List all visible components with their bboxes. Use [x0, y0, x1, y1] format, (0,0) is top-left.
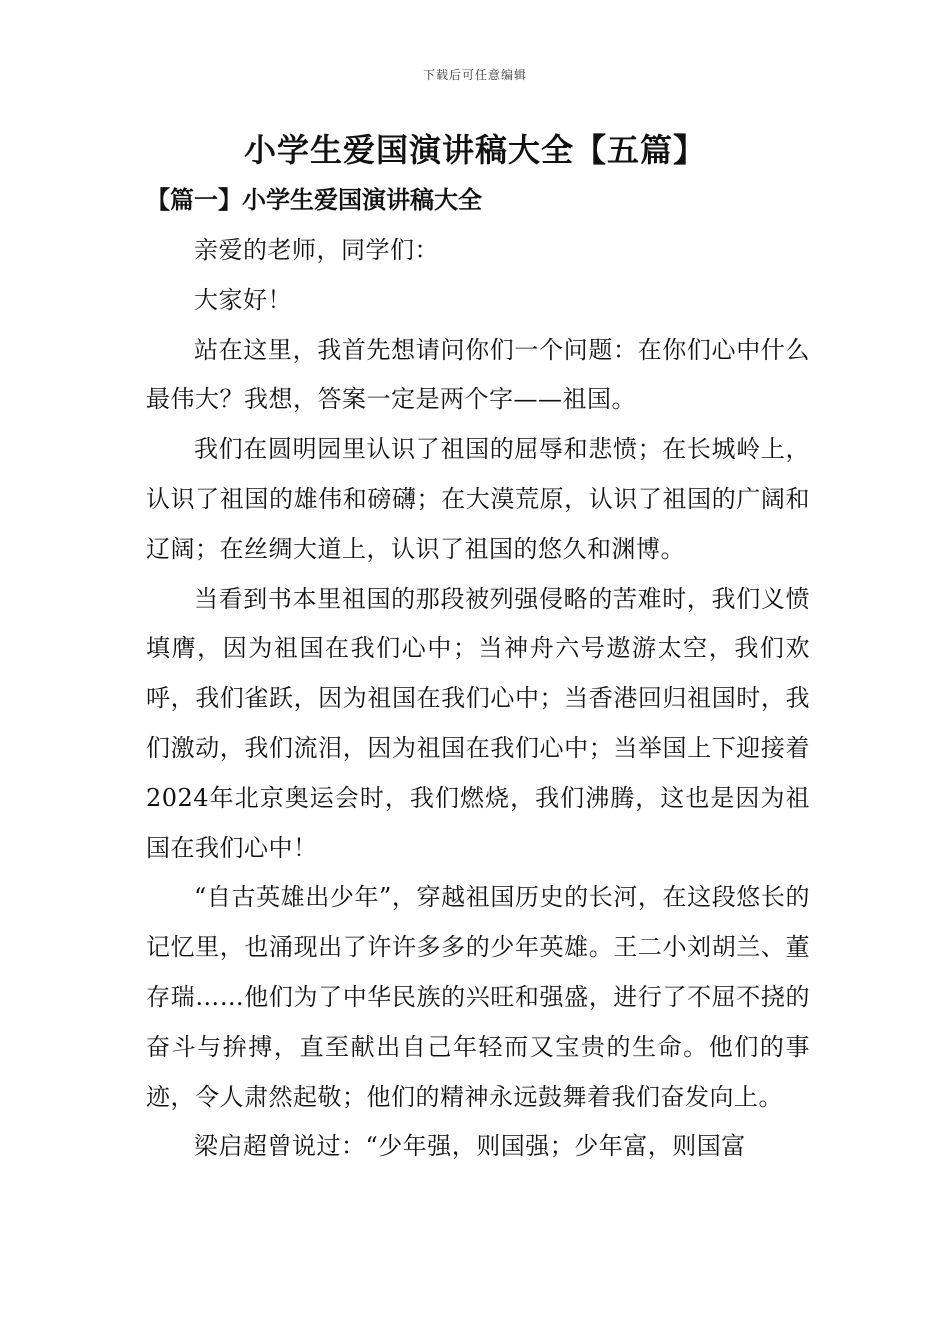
body-text [146, 226, 810, 1172]
section-heading: 【篇一】小学生爱国演讲稿大全 [146, 185, 482, 214]
body-paragraph: “自古英雄出少年”，穿越祖国历史的长河，在这段悠长的记忆里，也涌现出了许许多多的少年英雄。王二小刘胡兰、董存瑞……他们为了中华民族的兴旺和强盛，进行了不屈不挠的奋斗与拚搏，直至献出自己年轻而又宝贵的生命。他们的事迹，令人肃然起敬；他们的精神永远鼓舞着我们奋发向上。 [146, 883, 810, 1111]
header-note: 下载后可任意编辑 [422, 68, 527, 82]
body-paragraph: 我们在圆明园里认识了祖国的屈辱和悲愤；在长城岭上，认识了祖国的雄伟和磅礴；在大漠荒原，认识了祖国的广阔和辽阔；在丝绸大道上，认识了祖国的悠久和渊博。 [146, 435, 810, 563]
body-paragraph: 梁启超曾说过：“少年强，则国强；少年富，则国富 [194, 1132, 746, 1161]
document-title: 小学生爱国演讲稿大全【五篇】 [243, 131, 706, 169]
greeting-paragraph: 大家好！ [194, 285, 292, 314]
salutation-paragraph: 亲爱的老师，同学们： [194, 236, 439, 264]
body-paragraph: 当看到书本里祖国的那段被列强侵略的苦难时，我们义愤填膺，因为祖国在我们心中；当神舟六号遨游太空，我们欢呼，我们雀跃，因为祖国在我们心中；当香港回归祖国时，我们激动，我们流泪，因为祖国在我们心中；当举国上下迎接着2024年北京奥运会时，我们燃烧，我们沸腾，这也是因为祖国在我们心中！ [146, 584, 810, 862]
body-paragraph: 站在这里，我首先想请问你们一个问题：在你们心中什么最伟大？我想，答案一定是两个字——祖国。 [146, 335, 810, 414]
